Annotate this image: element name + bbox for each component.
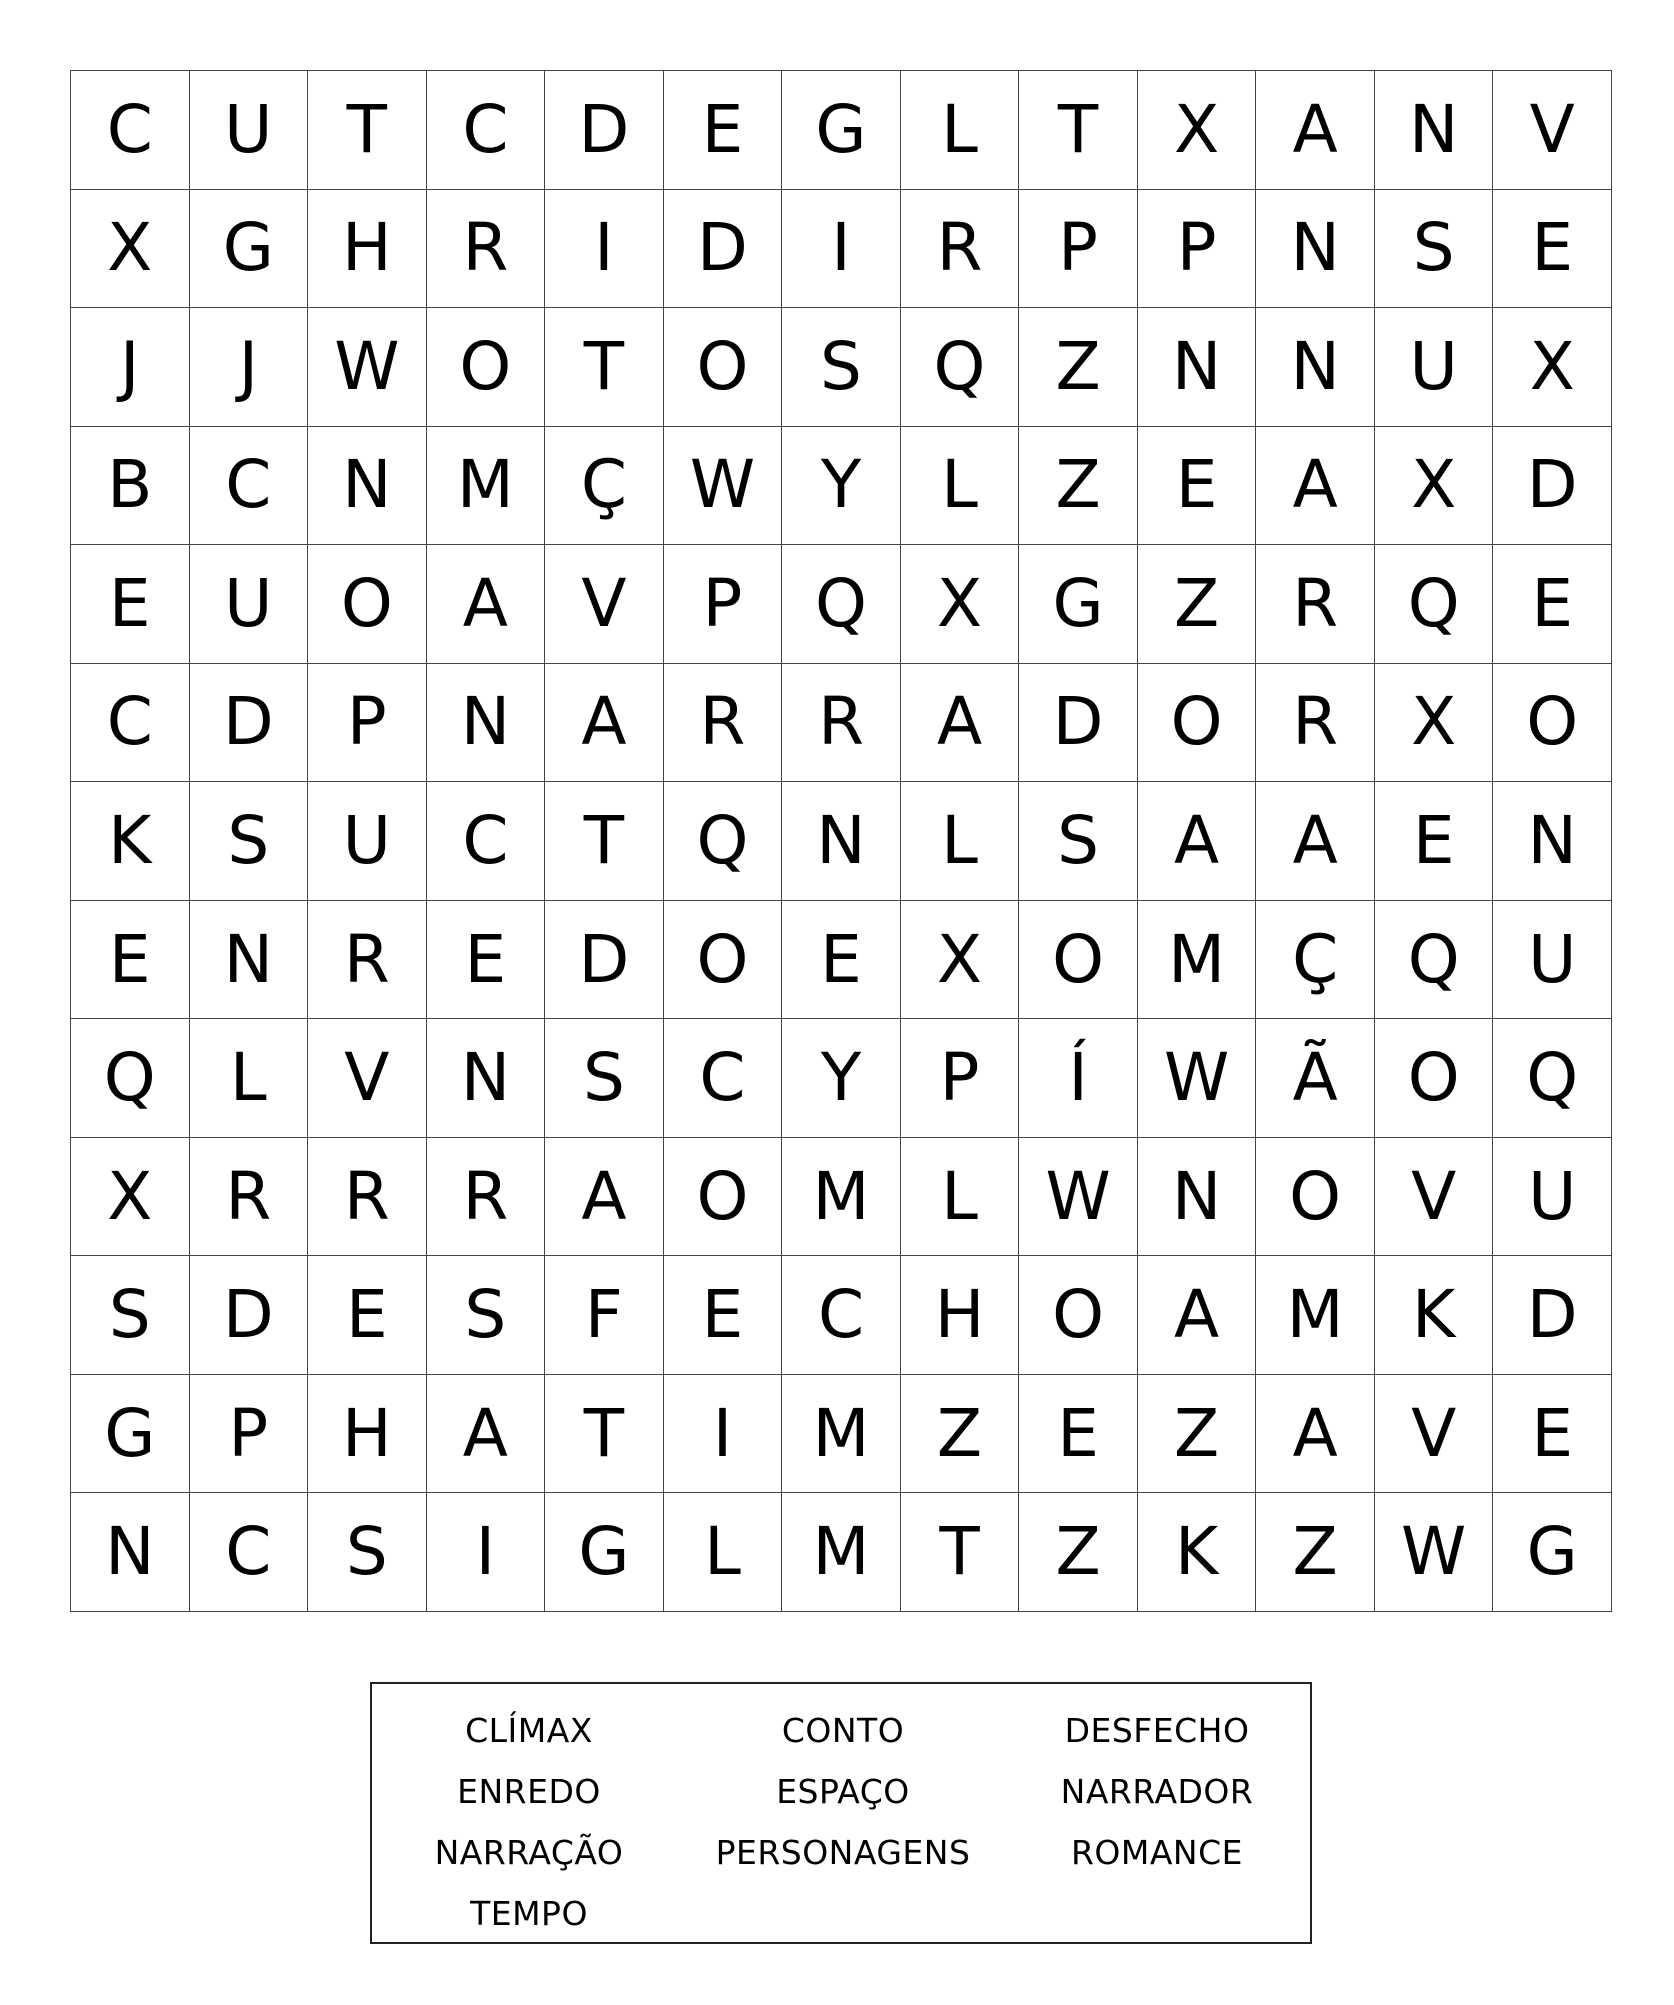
grid-cell[interactable]: N bbox=[190, 901, 309, 1020]
grid-cell[interactable]: D bbox=[1493, 1256, 1612, 1375]
grid-cell[interactable]: V bbox=[1375, 1138, 1494, 1257]
grid-cell[interactable]: C bbox=[190, 1493, 309, 1612]
word-list-item: CLÍMAX bbox=[465, 1711, 593, 1750]
grid-cell[interactable]: Q bbox=[782, 545, 901, 664]
grid-cell[interactable]: C bbox=[782, 1256, 901, 1375]
grid-cell[interactable]: M bbox=[782, 1493, 901, 1612]
grid-cell[interactable]: J bbox=[71, 308, 190, 427]
grid-cell[interactable]: O bbox=[664, 308, 783, 427]
grid-cell[interactable]: K bbox=[1138, 1493, 1257, 1612]
grid-cell[interactable]: Z bbox=[901, 1375, 1020, 1494]
word-search-grid bbox=[70, 70, 1612, 1612]
word-list-item: NARRAÇÃO bbox=[434, 1833, 624, 1872]
grid-cell[interactable]: Í bbox=[1019, 1019, 1138, 1138]
grid-cell[interactable]: N bbox=[782, 782, 901, 901]
grid-cell[interactable]: Z bbox=[1256, 1493, 1375, 1612]
grid-cell[interactable]: G bbox=[190, 190, 309, 309]
grid-cell[interactable]: W bbox=[1375, 1493, 1494, 1612]
grid-cell[interactable]: R bbox=[664, 664, 783, 783]
grid-cell[interactable]: I bbox=[545, 190, 664, 309]
grid-cell[interactable]: T bbox=[545, 1375, 664, 1494]
grid-cell[interactable]: L bbox=[901, 71, 1020, 190]
grid-cell[interactable]: E bbox=[71, 545, 190, 664]
grid-cell[interactable]: O bbox=[1256, 1138, 1375, 1257]
grid-cell[interactable]: O bbox=[1019, 1256, 1138, 1375]
grid-cell[interactable]: N bbox=[427, 664, 546, 783]
grid-cell[interactable]: U bbox=[308, 782, 427, 901]
grid-cell[interactable]: H bbox=[308, 1375, 427, 1494]
grid-cell[interactable]: D bbox=[1019, 664, 1138, 783]
grid-cell[interactable]: X bbox=[901, 901, 1020, 1020]
grid-cell[interactable]: C bbox=[190, 427, 309, 546]
grid-cell[interactable]: I bbox=[427, 1493, 546, 1612]
grid-cell[interactable]: P bbox=[901, 1019, 1020, 1138]
grid-cell[interactable]: E bbox=[1019, 1375, 1138, 1494]
grid-cell[interactable]: W bbox=[1019, 1138, 1138, 1257]
grid-cell[interactable]: X bbox=[71, 190, 190, 309]
grid-cell[interactable]: U bbox=[190, 545, 309, 664]
grid-cell[interactable]: E bbox=[1375, 782, 1494, 901]
grid-cell[interactable]: A bbox=[1256, 1375, 1375, 1494]
grid-cell[interactable]: Q bbox=[1493, 1019, 1612, 1138]
grid-cell[interactable]: C bbox=[71, 664, 190, 783]
grid-cell[interactable]: X bbox=[1138, 71, 1257, 190]
grid-cell[interactable]: N bbox=[1493, 782, 1612, 901]
grid-cell[interactable]: D bbox=[190, 1256, 309, 1375]
grid-cell[interactable]: K bbox=[1375, 1256, 1494, 1375]
grid-cell[interactable]: T bbox=[545, 782, 664, 901]
grid-cell[interactable]: Ç bbox=[545, 427, 664, 546]
grid-cell[interactable]: N bbox=[1138, 308, 1257, 427]
grid-cell[interactable]: C bbox=[427, 782, 546, 901]
grid-cell[interactable]: R bbox=[190, 1138, 309, 1257]
grid-cell[interactable]: O bbox=[427, 308, 546, 427]
grid-cell[interactable]: T bbox=[545, 308, 664, 427]
grid-cell[interactable]: D bbox=[545, 71, 664, 190]
word-list-item: NARRADOR bbox=[1060, 1772, 1254, 1811]
grid-cell[interactable]: N bbox=[1256, 190, 1375, 309]
grid-cell[interactable]: Q bbox=[1375, 901, 1494, 1020]
grid-cell[interactable]: S bbox=[308, 1493, 427, 1612]
grid-cell[interactable]: M bbox=[782, 1375, 901, 1494]
grid-cell[interactable]: G bbox=[782, 71, 901, 190]
word-list-column-1 bbox=[372, 1700, 686, 1944]
grid-cell[interactable]: Q bbox=[1375, 545, 1494, 664]
grid-cell[interactable]: C bbox=[427, 71, 546, 190]
grid-cell[interactable]: F bbox=[545, 1256, 664, 1375]
grid-cell[interactable]: A bbox=[901, 664, 1020, 783]
grid-cell[interactable]: I bbox=[782, 190, 901, 309]
grid-cell[interactable]: Z bbox=[1138, 545, 1257, 664]
grid-cell[interactable]: G bbox=[1019, 545, 1138, 664]
word-list-item: ESPAÇO bbox=[776, 1772, 910, 1811]
grid-cell[interactable]: E bbox=[1493, 190, 1612, 309]
grid-cell[interactable]: S bbox=[1375, 190, 1494, 309]
grid-cell[interactable]: R bbox=[782, 664, 901, 783]
grid-cell[interactable]: G bbox=[545, 1493, 664, 1612]
grid-cell[interactable]: R bbox=[308, 1138, 427, 1257]
word-list-column-3 bbox=[1000, 1700, 1314, 1883]
grid-cell[interactable]: R bbox=[427, 1138, 546, 1257]
grid-cell[interactable]: L bbox=[901, 1138, 1020, 1257]
grid-cell[interactable]: Q bbox=[664, 782, 783, 901]
grid-cell[interactable]: Z bbox=[1138, 1375, 1257, 1494]
word-list-item: DESFECHO bbox=[1064, 1711, 1250, 1750]
grid-cell[interactable]: T bbox=[1019, 71, 1138, 190]
grid-cell[interactable]: Z bbox=[1019, 1493, 1138, 1612]
grid-cell[interactable]: A bbox=[1256, 427, 1375, 546]
grid-cell[interactable]: B bbox=[71, 427, 190, 546]
word-list-item: PERSONAGENS bbox=[715, 1833, 971, 1872]
grid-cell[interactable]: P bbox=[308, 664, 427, 783]
grid-cell[interactable]: J bbox=[190, 308, 309, 427]
grid-cell[interactable]: N bbox=[1375, 71, 1494, 190]
grid-cell[interactable]: A bbox=[1138, 1256, 1257, 1375]
grid-cell[interactable]: I bbox=[664, 1375, 783, 1494]
grid-cell[interactable]: C bbox=[664, 1019, 783, 1138]
grid-cell[interactable]: D bbox=[545, 901, 664, 1020]
grid-cell[interactable]: A bbox=[545, 1138, 664, 1257]
grid-cell[interactable]: N bbox=[1256, 308, 1375, 427]
grid-cell[interactable]: A bbox=[545, 664, 664, 783]
grid-cell[interactable]: N bbox=[427, 1019, 546, 1138]
grid-cell[interactable]: L bbox=[664, 1493, 783, 1612]
grid-cell[interactable]: M bbox=[1138, 901, 1257, 1020]
word-list-item: ROMANCE bbox=[1070, 1833, 1244, 1872]
grid-cell[interactable]: E bbox=[782, 901, 901, 1020]
grid-cell[interactable]: W bbox=[664, 427, 783, 546]
word-list-item: TEMPO bbox=[470, 1894, 588, 1933]
grid-cell[interactable]: P bbox=[1019, 190, 1138, 309]
grid-cell[interactable]: D bbox=[664, 190, 783, 309]
grid-cell[interactable]: E bbox=[664, 1256, 783, 1375]
grid-cell[interactable]: O bbox=[1138, 664, 1257, 783]
grid-cell[interactable]: Y bbox=[782, 427, 901, 546]
grid-cell[interactable]: O bbox=[1493, 664, 1612, 783]
grid-cell[interactable]: D bbox=[190, 664, 309, 783]
grid-cell[interactable]: O bbox=[664, 901, 783, 1020]
grid-cell[interactable]: X bbox=[1375, 427, 1494, 546]
grid-cell[interactable]: O bbox=[1019, 901, 1138, 1020]
grid-cell[interactable]: A bbox=[1256, 71, 1375, 190]
grid-cell[interactable]: L bbox=[901, 427, 1020, 546]
grid-cell[interactable]: E bbox=[1493, 545, 1612, 664]
grid-cell[interactable]: H bbox=[308, 190, 427, 309]
grid-cell[interactable]: P bbox=[664, 545, 783, 664]
grid-cell[interactable]: Q bbox=[71, 1019, 190, 1138]
grid-cell[interactable]: V bbox=[1375, 1375, 1494, 1494]
grid-cell[interactable]: R bbox=[427, 190, 546, 309]
grid-cell[interactable]: E bbox=[664, 71, 783, 190]
grid-cell[interactable]: L bbox=[901, 782, 1020, 901]
grid-cell[interactable]: U bbox=[1493, 901, 1612, 1020]
grid-cell[interactable]: Y bbox=[782, 1019, 901, 1138]
grid-cell[interactable]: Q bbox=[901, 308, 1020, 427]
grid-cell[interactable]: H bbox=[901, 1256, 1020, 1375]
grid-cell[interactable]: U bbox=[190, 71, 309, 190]
grid-cell[interactable]: K bbox=[71, 782, 190, 901]
grid-cell[interactable]: V bbox=[308, 1019, 427, 1138]
grid-cell[interactable]: G bbox=[71, 1375, 190, 1494]
grid-cell[interactable]: M bbox=[1256, 1256, 1375, 1375]
grid-cell[interactable]: G bbox=[1493, 1493, 1612, 1612]
grid-cell[interactable]: S bbox=[782, 308, 901, 427]
grid-cell[interactable]: W bbox=[1138, 1019, 1257, 1138]
grid-cell[interactable]: S bbox=[1019, 782, 1138, 901]
grid-cell[interactable]: E bbox=[71, 901, 190, 1020]
grid-cell[interactable]: N bbox=[71, 1493, 190, 1612]
grid-cell[interactable]: Ç bbox=[1256, 901, 1375, 1020]
grid-cell[interactable]: R bbox=[308, 901, 427, 1020]
grid-cell[interactable]: X bbox=[1375, 664, 1494, 783]
grid-cell[interactable]: A bbox=[1138, 782, 1257, 901]
grid-cell[interactable]: Ã bbox=[1256, 1019, 1375, 1138]
word-list-item: CONTO bbox=[781, 1711, 905, 1750]
word-list-box bbox=[370, 1682, 1312, 1944]
grid-cell[interactable]: X bbox=[71, 1138, 190, 1257]
grid-cell[interactable]: T bbox=[308, 71, 427, 190]
grid-cell[interactable]: V bbox=[545, 545, 664, 664]
grid-cell[interactable]: A bbox=[427, 545, 546, 664]
grid-cell[interactable]: E bbox=[427, 901, 546, 1020]
grid-cell[interactable]: Z bbox=[1019, 308, 1138, 427]
grid-cell[interactable]: E bbox=[1493, 1375, 1612, 1494]
grid-cell[interactable]: R bbox=[901, 190, 1020, 309]
grid-cell[interactable]: O bbox=[664, 1138, 783, 1257]
grid-cell[interactable]: U bbox=[1493, 1138, 1612, 1257]
grid-cell[interactable]: X bbox=[901, 545, 1020, 664]
word-list-column-2 bbox=[686, 1700, 1000, 1883]
grid-cell[interactable]: M bbox=[427, 427, 546, 546]
grid-cell[interactable]: N bbox=[308, 427, 427, 546]
grid-cell[interactable]: A bbox=[427, 1375, 546, 1494]
grid-cell[interactable]: R bbox=[1256, 664, 1375, 783]
grid-cell[interactable]: L bbox=[190, 1019, 309, 1138]
grid-cell[interactable]: O bbox=[308, 545, 427, 664]
grid-cell[interactable]: X bbox=[1493, 308, 1612, 427]
grid-cell[interactable]: C bbox=[71, 71, 190, 190]
grid-cell[interactable]: S bbox=[545, 1019, 664, 1138]
grid-cell[interactable]: W bbox=[308, 308, 427, 427]
grid-cell[interactable]: V bbox=[1493, 71, 1612, 190]
grid-cell[interactable]: S bbox=[427, 1256, 546, 1375]
grid-cell[interactable]: Z bbox=[1019, 427, 1138, 546]
grid-cell[interactable]: D bbox=[1493, 427, 1612, 546]
grid-cell[interactable]: P bbox=[1138, 190, 1257, 309]
word-list-item: ENREDO bbox=[457, 1772, 601, 1811]
grid-cell[interactable]: E bbox=[1138, 427, 1257, 546]
grid-cell[interactable]: U bbox=[1375, 308, 1494, 427]
grid-cell[interactable]: S bbox=[71, 1256, 190, 1375]
grid-cell[interactable]: R bbox=[1256, 545, 1375, 664]
grid-cell[interactable]: A bbox=[1256, 782, 1375, 901]
grid-cell[interactable]: T bbox=[901, 1493, 1020, 1612]
grid-cell[interactable]: M bbox=[782, 1138, 901, 1257]
grid-cell[interactable]: E bbox=[308, 1256, 427, 1375]
grid-cell[interactable]: S bbox=[190, 782, 309, 901]
grid-cell[interactable]: N bbox=[1138, 1138, 1257, 1257]
grid-cell[interactable]: P bbox=[190, 1375, 309, 1494]
grid-cell[interactable]: O bbox=[1375, 1019, 1494, 1138]
